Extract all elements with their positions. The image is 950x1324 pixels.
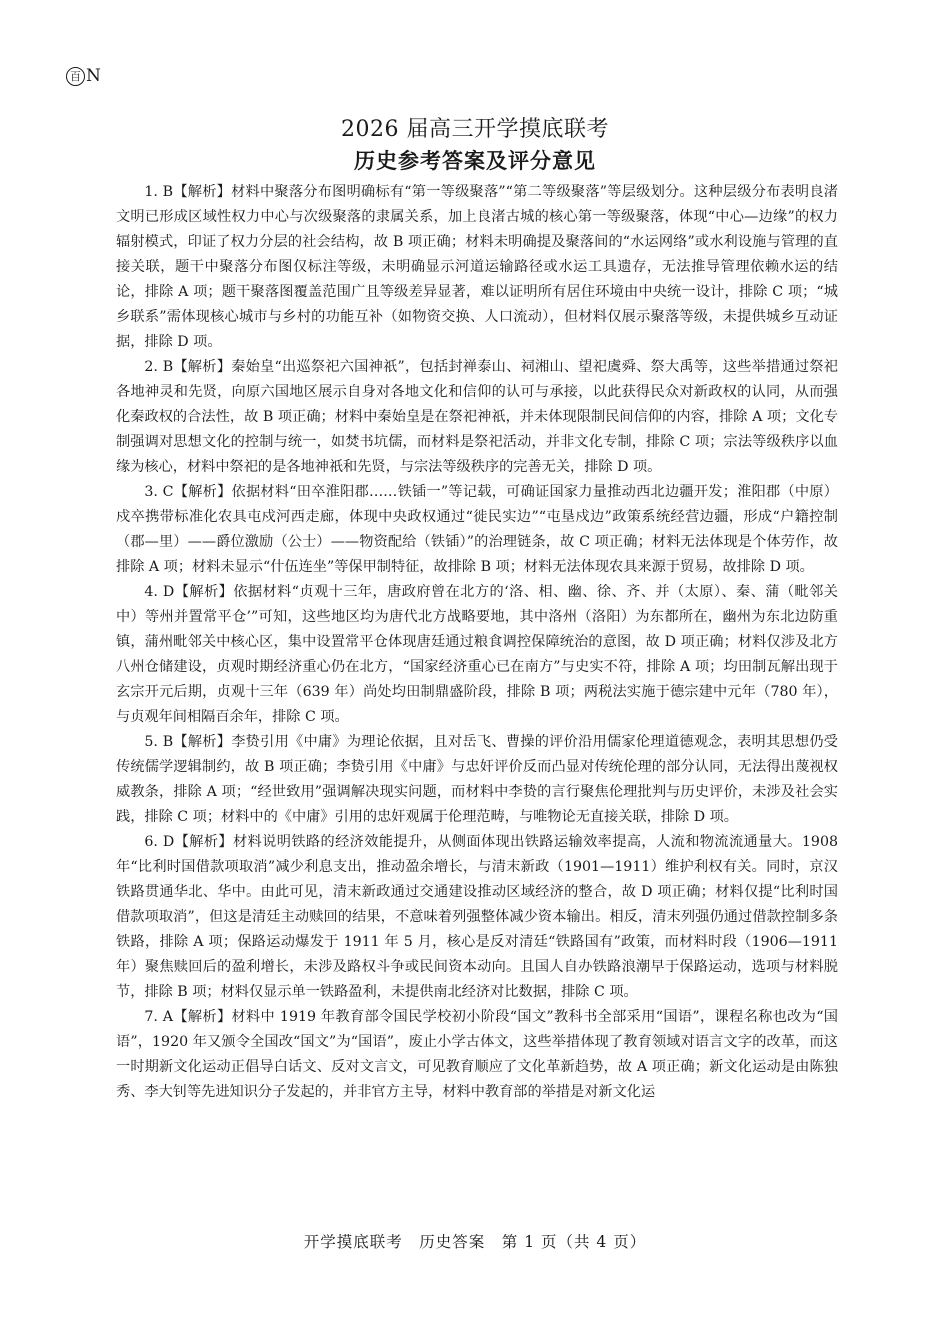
- page-footer: 开学摸底联考 历史答案 第 1 页（共 4 页）: [303, 1233, 647, 1251]
- publisher-logo: [66, 66, 101, 86]
- answer-7: 7. A【解析】材料中 1919 年教育部令国民学校初小阶段“国文”教科书全部采用“国语”，课程名称也改为“国语”，1920 年又颁令全国改“国文”为“国语”，废止小学古体文，这些举措体现了教育领域对语言文字的改革，而这一时期新文化运动正倡导白话文、反对文言文，可见教育顺应了文化革新趋势，故 A 项正确；新文化运动是由陈独秀、李大钊等先进知识分子发起的，并非官方主导，材料中教育部的举措是对新文化运: [116, 1009, 838, 1100]
- answer-1: 1. B【解析】材料中聚落分布图明确标有“第一等级聚落”“第二等级聚落”等层级划分。这种层级分布表明良渚文明已形成区域性权力中心与次级聚落的隶属关系，加上良渚古城的核心第一等级聚落，体现“中心—边缘”的权力辐射模式，印证了权力分层的社会结构，故 B 项正确；材料未明确提及聚落间的“水运网络”或水利设施与管理的直接关联，题干中聚落分布图仅标注等级，未明确显示河道运输路径或水运工具遗存，无法推导管理依赖水运的结论，排除 A 项；题干聚落图覆盖范围广且等级差异显著，难以证明所有居住环境由中央统一设计，排除 C 项；“城乡联系”需体现核心城市与乡村的功能互补（如物资交换、人口流动），但材料仅展示聚落等级，未提供城乡互动证据，排除 D 项。: [116, 184, 838, 350]
- exam-title: 2026 届高三开学摸底联考: [341, 117, 609, 142]
- answer-3: 3. C【解析】依据材料“田卒淮阳郡……铁锸一”等记载，可确证国家力量推动西北边疆开发；淮阳郡（中原）戍卒携带标准化农具屯戍河西走廊，体现中央政权通过“徙民实边”“屯垦戍边”政策系统经营边疆，形成“户籍控制（郡—里）——爵位激励（公士）——物资配给（铁锸）”的治理链条，故 C 项正确；材料无法体现是个体劳作，故排除 A 项；材料未显示“什伍连坐”等保甲制特征，故排除 B 项；材料无法体现农具来源于贸易，故排除 D 项。: [116, 484, 838, 575]
- answer-list: [116, 180, 838, 1105]
- answer-6: 6. D【解析】材料说明铁路的经济效能提升，从侧面体现出铁路运输效率提高，人流和物流流通量大。1908 年“比利时国借款项取消”减少利息支出，推动盈余增长，与清末新政（1901—1911）维护利权有关。同时，京汉铁路贯通华北、华中。由此可见，清末新政通过交通建设推动区域经济的整合，故 D 项正确；材料仅提“比利时国借款项取消”，但这是清廷主动赎回的结果，不意味着列强整体减少资本输出。相反，清末列强仍通过借款控制多条铁路，排除 A 项；保路运动爆发于 1911 年 5 月，核心是反对清廷“铁路国有”政策，而材料时段（1906—1911 年）聚焦赎回后的盈利增长，未涉及路权斗争或民间资本动向。且国人自办铁路浪潮早于保路运动，选项与材料脱节，排除 B 项；材料仅显示单一铁路盈利，未提供南北经济对比数据，排除 C 项。: [116, 834, 838, 1000]
- document-subtitle: 历史参考答案及评分意见: [354, 149, 596, 173]
- answer-4: 4. D【解析】依据材料“贞观十三年，唐政府曾在北方的‘洛、相、幽、徐、齐、并（太原）、秦、蒲（毗邻关中）等州并置常平仓’”可知，这些地区均为唐代北方战略要地，其中洛州（洛阳）为东都所在，幽州为东北边防重镇，蒲州毗邻关中核心区，集中设置常平仓体现唐廷通过粮食调控保障统治的意图，故 D 项正确；材料仅涉及北方八州仓储建设，贞观时期经济重心仍在北方，“国家经济重心已在南方”与史实不符，排除 A 项；均田制瓦解出现于玄宗开元后期，贞观十三年（639 年）尚处均田制鼎盛阶段，排除 B 项；两税法实施于德宗建中元年（780 年），与贞观年间相隔百余年，排除 C 项。: [116, 584, 838, 725]
- answer-2: 2. B【解析】秦始皇“出巡祭祀六国神祇”，包括封禅泰山、祠湘山、望祀虞舜、祭大禹等，这些举措通过祭祀各地神灵和先贤，向原六国地区展示自身对各地文化和信仰的认可与承接，以此获得民众对新政权的认同，从而强化秦政权的合法性，故 B 项正确；材料中秦始皇是在祭祀神祇，并未体现限制民间信仰的内容，排除 A 项；文化专制强调对思想文化的控制与统一，如焚书坑儒，而材料是祭祀活动，并非文化专制，排除 C 项；宗法等级秩序以血缘为核心，材料中祭祀的是各地神祇和先贤，与宗法等级秩序的完善无关，排除 D 项。: [116, 359, 838, 475]
- circled-logo-glyph: 百: [66, 67, 85, 86]
- answer-5: 5. B【解析】李贽引用《中庸》为理论依据，且对岳飞、曹操的评价沿用儒家伦理道德观念，表明其思想仍受传统儒学逻辑制约，故 B 项正确；李贽引用《中庸》与忠奸评价反而凸显对传统伦理的部分认同，无法得出蔑视权威教条，排除 A 项；“经世致用”强调解决现实问题，而材料中李贽的言行聚焦伦理批判与历史评价，未涉及社会实践，排除 C 项；材料中的《中庸》引用的忠奸观属于伦理范畴，与唯物论无直接关联，排除 D 项。: [116, 734, 838, 825]
- logo-letter: N: [86, 66, 101, 86]
